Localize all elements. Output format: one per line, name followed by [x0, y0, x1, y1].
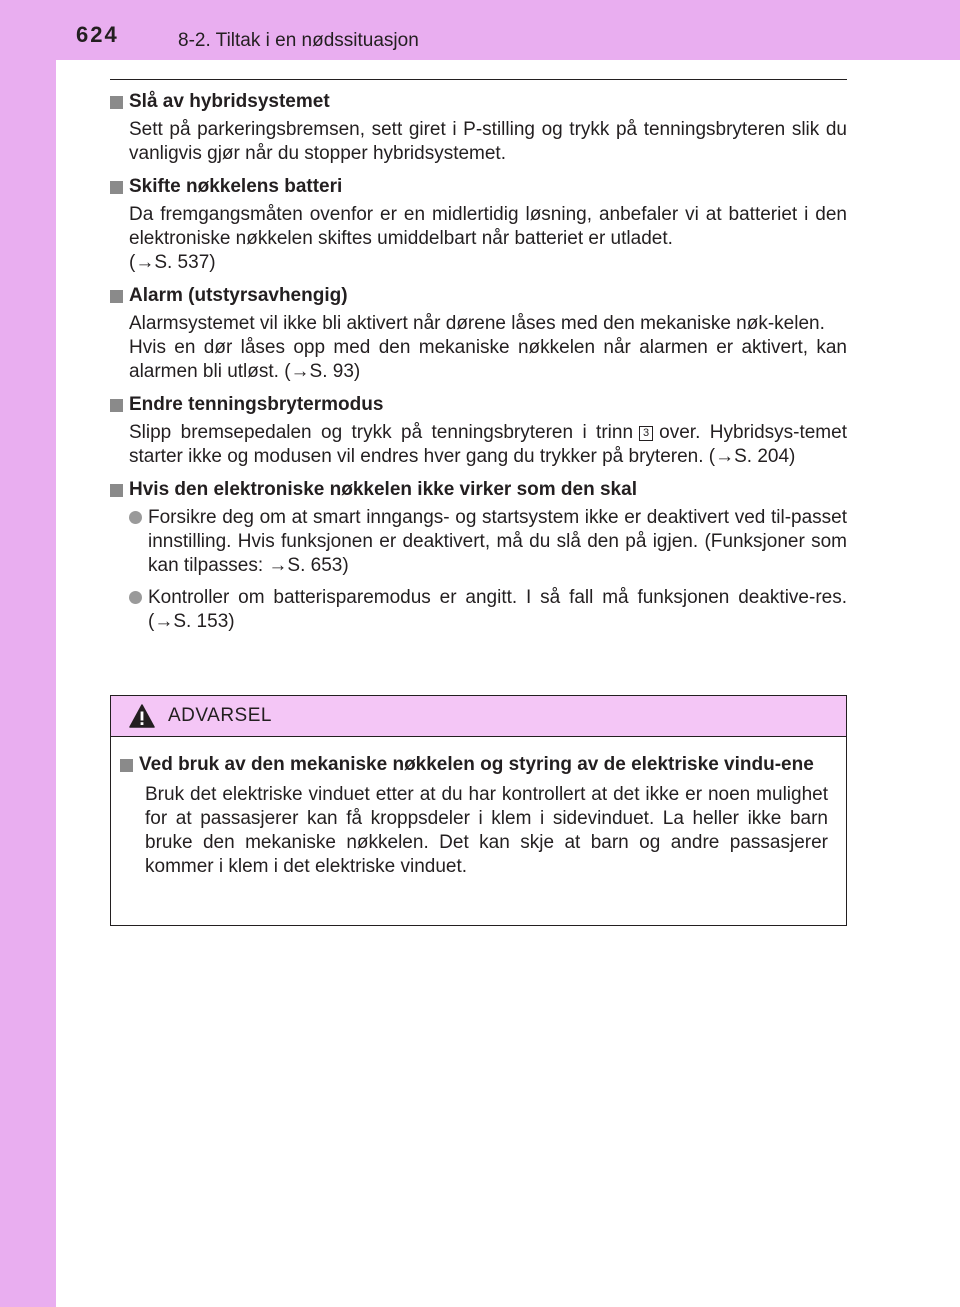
- round-bullet-icon: [129, 591, 142, 604]
- warning-text: Bruk det elektriske vinduet etter at du har kontrollert at det ikke er noen mulighet for at passasjerer kan få kroppsdeler i klem i sidevinduet. La heller ikke barn bruke den mekaniske nøkkelen. Det kan skje at barn og andre passasjerer kommer i klem i det elektriske vinduet.: [145, 784, 828, 877]
- section-heading: [110, 175, 847, 199]
- warning-heading: [120, 753, 828, 777]
- warning-triangle-icon: [129, 704, 155, 728]
- section-body: [110, 312, 847, 384]
- section-heading: [110, 284, 847, 308]
- section-heading-text: Slå av hybridsystemet: [129, 91, 330, 112]
- paragraph: [129, 421, 847, 469]
- section-body: [110, 118, 847, 166]
- section-body: [110, 506, 847, 634]
- square-bullet-icon: [120, 759, 133, 772]
- section-heading: [110, 478, 847, 502]
- square-bullet-icon: [110, 290, 123, 303]
- section-heading-text: Alarm (utstyrsavhengig): [129, 285, 348, 306]
- paragraph: Da fremgangsmåten ovenfor er en midlertidig løsning, anbefaler vi at batteriet i den elektroniske nøkkelen skiftes umiddelbart når batteriet er utladet.: [129, 204, 847, 249]
- section-alarm: [110, 284, 847, 384]
- chapter-title: 8-2. Tiltak i en nødssituasjon: [178, 30, 419, 51]
- paragraph-text-after: over. Hybridsys-temet starter ikke og modusen vil endres hver gang du trykker på bryteren. (→S. 204): [129, 422, 847, 467]
- section-heading-text: Hvis den elektroniske nøkkelen ikke virker som den skal: [129, 479, 637, 500]
- section-key-battery: [110, 175, 847, 275]
- warning-text-block: [120, 783, 828, 879]
- list-item-text: Kontroller om batterisparemodus er angitt. I så fall må funksjonen deaktive-res. (→S. 153): [148, 587, 847, 632]
- list-item-text: Forsikre deg om at smart inngangs- og startsystem ikke er deaktivert ved til-passet innstilling. Hvis funksjonen er deaktivert, må du slå den på igjen. (Funksjoner som kan tilpasses: →S. 653): [148, 507, 847, 576]
- section-heading-text: Endre tenningsbrytermodus: [129, 394, 384, 415]
- section-hybrid-off: [110, 90, 847, 166]
- paragraph-text-before: Slipp bremsepedalen og trykk på tenningsbryteren i trinn: [129, 422, 634, 443]
- warning-header: [111, 696, 846, 737]
- section-body: [110, 421, 847, 469]
- section-body: [110, 203, 847, 275]
- warning-body: [111, 737, 846, 879]
- square-bullet-icon: [110, 96, 123, 109]
- round-bullet-icon: [129, 511, 142, 524]
- main-content: [110, 90, 847, 643]
- warning-box: [110, 695, 847, 926]
- square-bullet-icon: [110, 484, 123, 497]
- step-number-badge: 3: [639, 426, 653, 441]
- left-margin-band: [0, 0, 56, 1307]
- warning-heading-text: Ved bruk av den mekaniske nøkkelen og styring av de elektriske vindu-ene: [139, 754, 814, 775]
- list-item: [129, 506, 847, 578]
- square-bullet-icon: [110, 181, 123, 194]
- section-ignition-mode: [110, 393, 847, 469]
- section-heading: [110, 90, 847, 114]
- warning-label: ADVARSEL: [168, 705, 272, 726]
- header-rule: [110, 79, 847, 80]
- paragraph: Hvis en dør låses opp med den mekaniske nøkkelen når alarmen er aktivert, kan alarmen bli utløst. (→S. 93): [129, 337, 847, 382]
- section-heading: [110, 393, 847, 417]
- page-reference: (→S. 537): [129, 252, 216, 273]
- paragraph: Sett på parkeringsbremsen, sett giret i P-stilling og trykk på tenningsbryteren slik du vanligvis gjør når du stopper hybridsystemet.: [129, 119, 847, 164]
- section-key-not-working: [110, 478, 847, 634]
- page-number: 624: [76, 22, 119, 47]
- header-band: [0, 0, 960, 60]
- square-bullet-icon: [110, 399, 123, 412]
- paragraph: Alarmsystemet vil ikke bli aktivert når dørene låses med den mekaniske nøk-kelen.: [129, 313, 825, 334]
- list-item: [129, 586, 847, 634]
- section-heading-text: Skifte nøkkelens batteri: [129, 176, 343, 197]
